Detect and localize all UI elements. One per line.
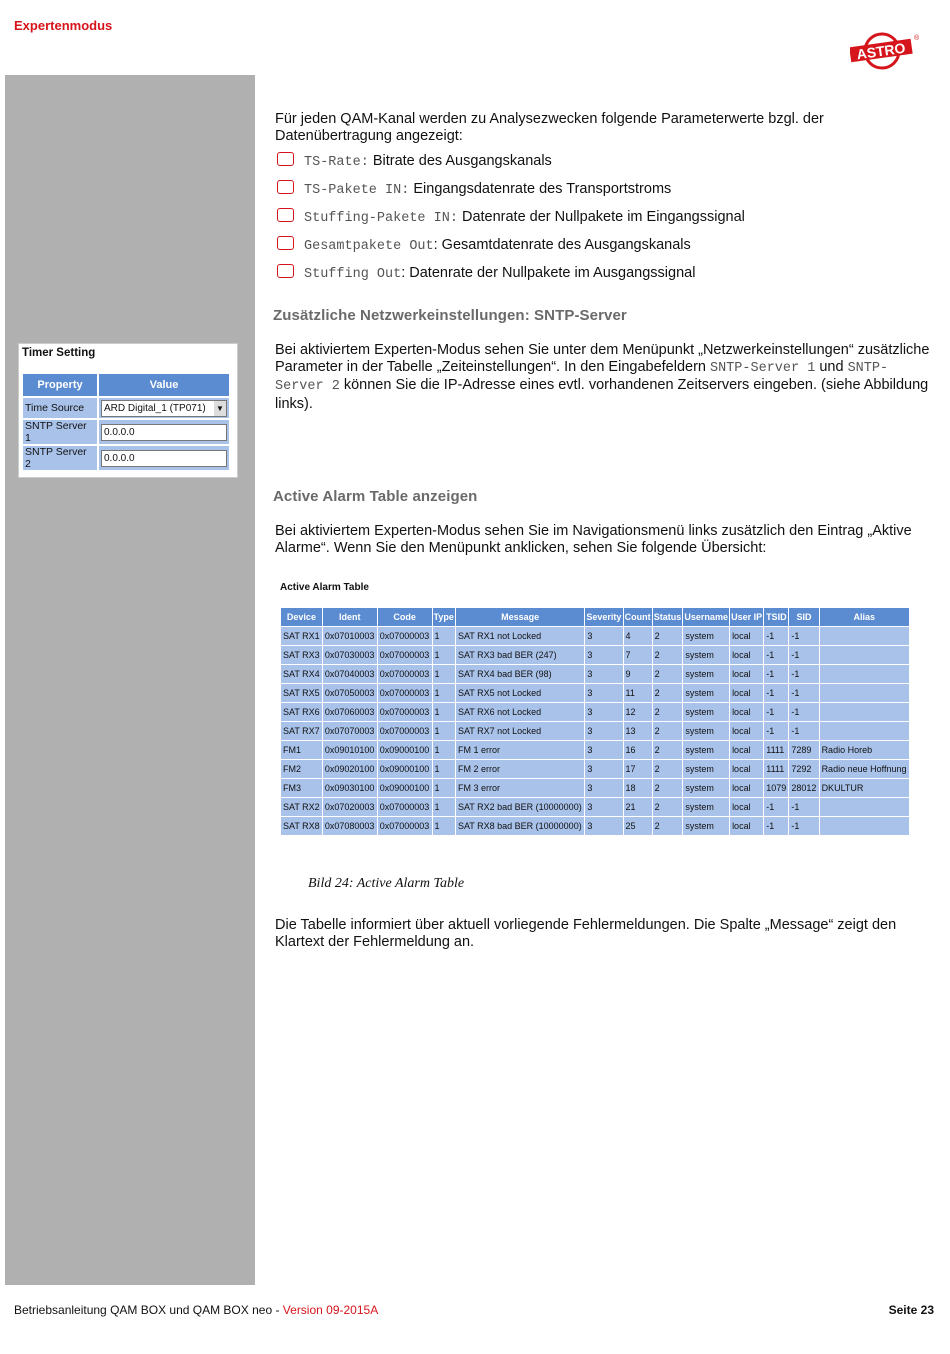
table-cell: 1111 [764, 760, 788, 778]
table-cell: 3 [585, 817, 622, 835]
table-cell: local [730, 665, 763, 683]
table-cell: 0x07000003 [378, 817, 432, 835]
alarm-table-panel [280, 582, 910, 836]
table-cell: DKULTUR [820, 779, 909, 797]
table-cell: SAT RX1 [281, 627, 322, 645]
table-cell: 1 [433, 779, 455, 797]
timer-title: Timer Setting [22, 347, 96, 359]
table-cell: 12 [624, 703, 652, 721]
table-cell: 0x07070003 [323, 722, 377, 740]
dropdown-arrow-icon[interactable]: ▼ [214, 401, 226, 416]
timer-table [21, 372, 231, 472]
table-cell: 4 [624, 627, 652, 645]
table-cell: -1 [789, 798, 818, 816]
table-cell: 1 [433, 684, 455, 702]
table-cell: system [683, 741, 729, 759]
intro-paragraph: Für jeden QAM-Kanal werden zu Analysezwecken folgende Parameterwerte bzgl. der Datenübertragung angezeigt: [275, 111, 824, 144]
table-cell: SAT RX7 not Locked [456, 722, 584, 740]
table-cell: FM2 [281, 760, 322, 778]
table-cell: SAT RX3 bad BER (247) [456, 646, 584, 664]
table-cell: FM 1 error [456, 741, 584, 759]
sntp1-cell [99, 420, 229, 444]
table-cell: FM 3 error [456, 779, 584, 797]
bullet-icon [277, 208, 294, 222]
table-cell: 0x07000003 [378, 646, 432, 664]
table-cell: SAT RX3 [281, 646, 322, 664]
bullet-icon [277, 152, 294, 166]
table-cell: 2 [653, 760, 683, 778]
table-cell: 13 [624, 722, 652, 740]
alarm-col-header: TSID [764, 608, 788, 626]
table-cell: -1 [789, 684, 818, 702]
bullet-icon [277, 264, 294, 278]
table-cell: system [683, 627, 729, 645]
alarm-paragraph: Bei aktiviertem Experten-Modus sehen Sie im Navigationsmenü links zusätzlich den Eintrag „Aktive Alarme“. Wenn Sie den Menüpunkt anklicken, sehen Sie folgende Übersicht: [275, 523, 912, 556]
table-cell [820, 722, 909, 740]
table-cell: -1 [789, 817, 818, 835]
table-cell: SAT RX1 not Locked [456, 627, 584, 645]
table-cell: 3 [585, 798, 622, 816]
table-cell: -1 [764, 703, 788, 721]
table-row [281, 627, 909, 645]
table-cell: -1 [764, 798, 788, 816]
table-cell: 0x09000100 [378, 741, 432, 759]
table-cell: local [730, 722, 763, 740]
table-cell: 3 [585, 646, 622, 664]
time-source-select[interactable]: ARD Digital_1 (TP071) ▼ [101, 400, 227, 417]
table-row [281, 684, 909, 702]
table-cell: 2 [653, 627, 683, 645]
table-cell: 25 [624, 817, 652, 835]
table-cell: local [730, 703, 763, 721]
table-cell: 2 [653, 665, 683, 683]
table-cell: 0x07080003 [323, 817, 377, 835]
table-cell: 16 [624, 741, 652, 759]
table-cell: system [683, 684, 729, 702]
table-cell: -1 [789, 646, 818, 664]
table-cell: 0x07000003 [378, 703, 432, 721]
table-cell: 3 [585, 741, 622, 759]
section-title: Expertenmodus [14, 18, 113, 33]
table-cell: SAT RX6 not Locked [456, 703, 584, 721]
table-cell: Radio Horeb [820, 741, 909, 759]
list-item: TS-Rate: Bitrate des Ausgangskanals [277, 152, 552, 172]
table-cell: 3 [585, 779, 622, 797]
table-cell: local [730, 817, 763, 835]
alarm-col-header: Severity [585, 608, 622, 626]
table-cell: 21 [624, 798, 652, 816]
table-cell: SAT RX8 [281, 817, 322, 835]
table-cell: system [683, 646, 729, 664]
table-cell: 3 [585, 627, 622, 645]
table-cell: 2 [653, 779, 683, 797]
table-cell: 2 [653, 817, 683, 835]
time-source-cell [99, 398, 229, 418]
list-item: Gesamtpakete Out: Gesamtdatenrate des Ausgangskanals [277, 236, 691, 256]
sntp2-cell [99, 446, 229, 470]
table-row [281, 741, 909, 759]
table-cell: 3 [585, 703, 622, 721]
bullet-icon [277, 180, 294, 194]
table-cell: SAT RX7 [281, 722, 322, 740]
table-cell: -1 [764, 646, 788, 664]
table-cell: 0x07060003 [323, 703, 377, 721]
table-row [281, 779, 909, 797]
timer-setting-panel [18, 343, 238, 478]
table-cell: 0x07000003 [378, 627, 432, 645]
table-cell: -1 [764, 665, 788, 683]
table-cell: system [683, 760, 729, 778]
table-cell: -1 [789, 665, 818, 683]
table-cell: -1 [789, 722, 818, 740]
table-cell: 7292 [789, 760, 818, 778]
table-cell: system [683, 665, 729, 683]
table-cell: SAT RX8 bad BER (10000000) [456, 817, 584, 835]
table-cell: system [683, 703, 729, 721]
table-cell [820, 665, 909, 683]
footer-manual: Betriebsanleitung QAM BOX und QAM BOX neo - Version 09-2015A [14, 1303, 379, 1317]
table-cell: 0x09000100 [378, 760, 432, 778]
figure-caption: Bild 24: Active Alarm Table [308, 876, 465, 891]
table-cell: -1 [764, 684, 788, 702]
alarm-col-header: SID [789, 608, 818, 626]
table-cell: 0x09030100 [323, 779, 377, 797]
table-cell: 17 [624, 760, 652, 778]
table-cell: 2 [653, 741, 683, 759]
table-cell: -1 [789, 627, 818, 645]
list-item: Stuffing-Pakete IN: Datenrate der Nullpakete im Eingangssignal [277, 208, 745, 228]
alarm-col-header: Message [456, 608, 584, 626]
closing-paragraph: Die Tabelle informiert über aktuell vorliegende Fehlermeldungen. Die Spalte „Message“ zeigt den Klartext der Fehlermeldung an. [275, 917, 897, 950]
sntp-server-2-input[interactable]: 0.0.0.0 [101, 450, 227, 467]
table-row [281, 760, 909, 778]
table-cell: local [730, 646, 763, 664]
table-cell: 1 [433, 627, 455, 645]
table-cell: 7 [624, 646, 652, 664]
table-cell: 1 [433, 760, 455, 778]
alarm-col-header: Count [624, 608, 652, 626]
table-cell: 1 [433, 741, 455, 759]
table-cell: 1 [433, 646, 455, 664]
table-cell: system [683, 722, 729, 740]
table-cell: 0x09020100 [323, 760, 377, 778]
col-property: Property [23, 374, 97, 396]
table-cell: local [730, 760, 763, 778]
table-cell: 1 [433, 665, 455, 683]
sntp-paragraph: Bei aktiviertem Experten-Modus sehen Sie unter dem Menüpunkt „Netzwerkeinstellungen“ zusätzliche Parameter in der Tabelle „Zeiteinstellungen“. In den Eingabefeldern SNTP-Server 1 und SNTP-Server 2 können Sie die IP-Adresse eines evtl. vorhandenen Zeitservers eingeben. (siehe Abbildung links). [275, 342, 930, 412]
alarm-col-header: Username [683, 608, 729, 626]
table-cell [820, 703, 909, 721]
table-cell: 0x07050003 [323, 684, 377, 702]
alarm-table-title: Active Alarm Table [280, 582, 369, 593]
alarm-col-header: Code [378, 608, 432, 626]
alarm-col-header: Alias [820, 608, 909, 626]
table-cell: 2 [653, 684, 683, 702]
svg-text:ASTRO: ASTRO [855, 39, 907, 63]
table-cell: -1 [789, 703, 818, 721]
alarm-col-header: Status [653, 608, 683, 626]
table-cell: 0x07000003 [378, 722, 432, 740]
table-cell: 1079 [764, 779, 788, 797]
table-cell: 1111 [764, 741, 788, 759]
table-cell: local [730, 741, 763, 759]
table-cell: 1 [433, 703, 455, 721]
table-cell: 2 [653, 703, 683, 721]
table-cell [820, 627, 909, 645]
table-cell: 0x07020003 [323, 798, 377, 816]
alarm-col-header: Device [281, 608, 322, 626]
table-cell: 3 [585, 722, 622, 740]
sntp-server-1-input[interactable]: 0.0.0.0 [101, 424, 227, 441]
table-row [281, 798, 909, 816]
astro-logo [850, 30, 920, 72]
table-cell: local [730, 627, 763, 645]
list-item: TS-Pakete IN: Eingangsdatenrate des Transportstroms [277, 180, 671, 200]
table-cell: system [683, 779, 729, 797]
table-cell: SAT RX2 bad BER (10000000) [456, 798, 584, 816]
table-cell [820, 817, 909, 835]
table-cell: 7289 [789, 741, 818, 759]
table-cell: 1 [433, 817, 455, 835]
table-row [281, 703, 909, 721]
table-cell: 1 [433, 798, 455, 816]
table-cell: 3 [585, 684, 622, 702]
table-cell [820, 798, 909, 816]
row-label: SNTP Server 1 [23, 420, 97, 444]
table-cell: 0x07000003 [378, 684, 432, 702]
sidebar [5, 75, 255, 1285]
table-cell: SAT RX2 [281, 798, 322, 816]
table-row [281, 665, 909, 683]
table-cell: -1 [764, 817, 788, 835]
table-cell: FM1 [281, 741, 322, 759]
table-row [281, 646, 909, 664]
bullet-icon [277, 236, 294, 250]
table-cell: SAT RX4 bad BER (98) [456, 665, 584, 683]
table-cell [820, 646, 909, 664]
col-value: Value [99, 374, 229, 396]
svg-text:®: ® [914, 35, 920, 42]
table-cell: 0x07030003 [323, 646, 377, 664]
table-cell: 0x09000100 [378, 779, 432, 797]
table-cell: local [730, 779, 763, 797]
table-row [281, 817, 909, 835]
table-cell: SAT RX5 [281, 684, 322, 702]
table-cell: 28012 [789, 779, 818, 797]
row-label: Time Source [23, 398, 97, 418]
table-cell: 2 [653, 646, 683, 664]
table-cell: 3 [585, 665, 622, 683]
table-row [281, 722, 909, 740]
alarm-col-header: User IP [730, 608, 763, 626]
alarm-col-header: Ident [323, 608, 377, 626]
page-number: Seite 23 [888, 1303, 934, 1317]
alarm-col-header: Type [433, 608, 455, 626]
table-cell: -1 [764, 627, 788, 645]
table-cell: 2 [653, 722, 683, 740]
table-cell: local [730, 798, 763, 816]
table-cell: 0x09010100 [323, 741, 377, 759]
table-cell: 0x07000003 [378, 665, 432, 683]
table-cell: 0x07040003 [323, 665, 377, 683]
table-cell: 3 [585, 760, 622, 778]
table-cell: local [730, 684, 763, 702]
table-cell: Radio neue Hoffnung [820, 760, 909, 778]
table-cell: SAT RX4 [281, 665, 322, 683]
table-cell: system [683, 798, 729, 816]
table-cell: 0x07000003 [378, 798, 432, 816]
table-cell: 9 [624, 665, 652, 683]
table-cell: 18 [624, 779, 652, 797]
list-item: Stuffing Out: Datenrate der Nullpakete im Ausgangssignal [277, 264, 695, 284]
table-cell: 11 [624, 684, 652, 702]
table-cell: -1 [764, 722, 788, 740]
table-cell: 2 [653, 798, 683, 816]
alarm-table [280, 607, 910, 836]
heading-alarm: Active Alarm Table anzeigen [273, 488, 478, 505]
table-cell: FM3 [281, 779, 322, 797]
heading-sntp: Zusätzliche Netzwerkeinstellungen: SNTP-Server [273, 307, 627, 324]
row-label: SNTP Server 2 [23, 446, 97, 470]
table-cell: SAT RX5 not Locked [456, 684, 584, 702]
table-cell: FM 2 error [456, 760, 584, 778]
table-cell [820, 684, 909, 702]
table-cell: 0x07010003 [323, 627, 377, 645]
table-cell: system [683, 817, 729, 835]
table-cell: 1 [433, 722, 455, 740]
table-cell: SAT RX6 [281, 703, 322, 721]
